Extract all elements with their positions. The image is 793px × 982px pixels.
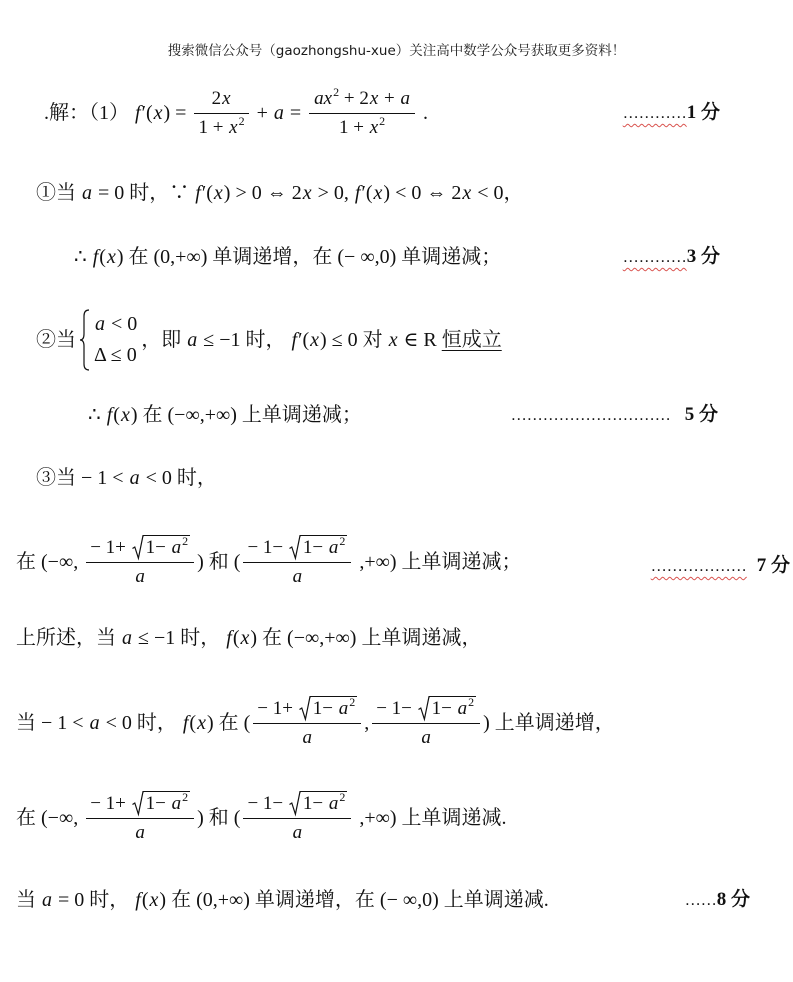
score-marker-7: [651, 551, 790, 581]
fraction-denominator: [372, 724, 480, 751]
text-run: ) 在 (: [206, 712, 251, 734]
fraction-numerator: [86, 535, 194, 563]
text-run: − 1−: [247, 792, 288, 814]
text-run: (: [113, 404, 120, 426]
math-variable: x: [369, 87, 379, 109]
math-variable: f: [182, 712, 189, 734]
text-run: 在 (−∞,: [16, 551, 84, 573]
score-dots: …………………………: [510, 407, 671, 424]
text-run: (: [189, 712, 197, 734]
case-row: [94, 309, 137, 340]
fraction-numerator: [243, 791, 351, 819]
fraction: [253, 696, 361, 751]
math-variable: a: [328, 792, 339, 814]
math-variable: f: [354, 182, 361, 204]
fraction-numerator: [243, 535, 351, 563]
math-variable: x: [302, 182, 312, 204]
fraction-denominator: [309, 114, 415, 141]
text-run: ,+∞) 上单调递减；: [354, 551, 522, 573]
math-variable: f: [135, 889, 141, 911]
math-variable: a: [421, 726, 431, 748]
score-dots: ………………: [650, 558, 747, 575]
text-run: − 1+: [257, 697, 298, 719]
fraction: [243, 791, 351, 846]
superscript: 2: [333, 84, 340, 99]
superscript: 2: [182, 533, 189, 548]
text-run: 2: [211, 87, 222, 109]
answer-line-2: [36, 176, 524, 210]
square-root: [299, 696, 357, 720]
score-dots: …………: [622, 105, 687, 122]
score-dots: ……: [684, 892, 717, 909]
text-run: ) > 0 ⇔ 2: [223, 182, 302, 204]
text-run: (: [141, 889, 149, 911]
math-variable: a: [89, 712, 100, 734]
math-variable: a: [328, 536, 339, 558]
radicand: [311, 696, 357, 720]
superscript: 2: [339, 789, 346, 804]
text-run: < 0: [106, 313, 138, 335]
math-variable: a: [187, 329, 198, 351]
math-variable: x: [229, 116, 238, 138]
score-points: 8 分: [716, 889, 750, 910]
math-variable: f: [291, 329, 298, 351]
left-brace-icon: [79, 309, 90, 371]
superscript: 2: [379, 113, 386, 128]
fraction: [86, 535, 194, 590]
math-variable: a: [95, 313, 105, 335]
text-run: − 1−: [376, 697, 417, 719]
fraction-numerator: [253, 696, 361, 724]
math-variable: x: [462, 182, 472, 204]
math-variable: x: [222, 87, 231, 109]
math-variable: x: [197, 712, 206, 734]
math-variable: ax: [314, 87, 333, 109]
fraction: [86, 791, 194, 846]
math-variable: x: [213, 182, 223, 204]
text-run: ) < 0 ⇔ 2: [383, 182, 462, 204]
math-variable: a: [292, 565, 303, 587]
square-root: [418, 696, 476, 720]
fraction-numerator: [86, 791, 194, 819]
answer-line-9: [16, 687, 615, 759]
answer-line-10: [16, 782, 507, 854]
square-root: [289, 791, 347, 815]
text-run: ∴: [74, 246, 92, 268]
fraction-numerator: [194, 86, 248, 114]
score-points: 5 分: [684, 404, 718, 425]
superscript: 2: [182, 789, 189, 804]
radicand: [301, 535, 347, 559]
piecewise-cases: [79, 309, 137, 371]
case-row: [94, 340, 137, 371]
fraction-denominator: [194, 114, 248, 141]
score-marker-1: [623, 98, 720, 128]
text-run: Δ ≤ 0: [94, 344, 137, 366]
text-run: 1−: [145, 536, 171, 558]
text-run: − 1+: [90, 536, 131, 558]
text-run: +: [251, 102, 273, 124]
math-variable: x: [106, 246, 116, 268]
answer-line-7: [16, 526, 522, 598]
square-root: [289, 535, 347, 559]
text-run: ) 在 (−∞,+∞) 上单调递减，: [250, 627, 482, 649]
text-run: < 0，: [472, 182, 524, 204]
math-variable: a: [400, 87, 410, 109]
text-run: ′(: [361, 182, 373, 204]
text-run: ) 和 (: [197, 551, 241, 573]
math-variable: f: [195, 182, 201, 204]
text-run: < 0 时，: [100, 712, 182, 734]
text-run: ) ≤ 0 对: [320, 329, 388, 351]
score-points: 7 分: [756, 555, 790, 576]
text-run: +: [379, 87, 400, 109]
math-variable: a: [129, 467, 140, 489]
fraction-numerator: [372, 696, 480, 724]
answer-line-3: [74, 240, 501, 274]
math-variable: x: [310, 329, 320, 351]
math-variable: x: [240, 627, 250, 649]
text-run: ) 在 (0,+∞) 单调递增，在 (− ∞,0) 上单调递减.: [159, 889, 549, 911]
square-root: [132, 791, 190, 815]
radical-sign-icon: [289, 535, 301, 559]
score-marker-8: [685, 885, 750, 915]
radicand: [430, 696, 476, 720]
math-variable: x: [120, 404, 130, 426]
text-run: 1 +: [198, 116, 229, 138]
text-run: ∴: [88, 404, 106, 426]
math-variable: x: [153, 102, 163, 124]
text-run: 当: [16, 889, 41, 911]
radicand: [144, 535, 190, 559]
math-variable: a: [171, 792, 182, 814]
fraction: [309, 86, 415, 141]
math-variable: a: [135, 565, 145, 587]
text-run: = 0 时，∵: [93, 182, 195, 204]
fraction-denominator: [243, 819, 351, 846]
text-run: 1−: [302, 536, 328, 558]
text-run: − 1+: [90, 792, 131, 814]
radical-sign-icon: [132, 791, 144, 815]
fraction: [372, 696, 480, 751]
text-run: 1 +: [339, 116, 369, 138]
text-run: 1−: [145, 792, 171, 814]
score-marker-3: [623, 242, 720, 272]
text-run: ③当 − 1 <: [36, 467, 129, 489]
fraction: [194, 86, 248, 141]
text-run: (: [232, 627, 240, 649]
text-run: 1−: [312, 697, 338, 719]
text-run: + 2: [339, 87, 369, 109]
text-run: ①当: [36, 182, 81, 204]
text-run: ) 和 (: [197, 807, 241, 829]
math-variable: a: [82, 182, 92, 204]
text-run: .解：（1）: [44, 102, 134, 124]
score-points: 3 分: [686, 246, 720, 267]
math-variable: x: [388, 329, 398, 351]
superscript: 2: [468, 694, 475, 709]
radical-sign-icon: [289, 791, 301, 815]
math-variable: a: [273, 102, 284, 124]
score-points: 1 分: [686, 102, 720, 123]
radical-sign-icon: [132, 535, 144, 559]
text-run: ′(: [201, 182, 213, 204]
score-marker-5: [511, 400, 718, 430]
math-variable: a: [122, 627, 132, 649]
text-run: 上所述，当: [16, 627, 121, 649]
text-run: ≤ −1 时，: [133, 627, 226, 649]
answer-line-4: [36, 308, 502, 372]
fraction-denominator: [243, 563, 351, 590]
text-run: =: [284, 102, 307, 124]
text-run: 1−: [302, 792, 328, 814]
fraction: [243, 535, 351, 590]
superscript: 2: [238, 113, 245, 128]
text-run: ) 上单调递增，: [483, 712, 615, 734]
fraction-numerator: [309, 86, 415, 114]
text-run: ′(: [141, 102, 153, 124]
text-run: 在 (−∞,: [16, 807, 84, 829]
math-variable: a: [292, 821, 303, 843]
math-variable: a: [302, 726, 312, 748]
math-variable: x: [149, 889, 159, 911]
math-variable: f: [92, 246, 99, 268]
text-run: ′(: [298, 329, 310, 351]
fraction-denominator: [253, 724, 361, 751]
answer-line-8: [16, 621, 481, 655]
math-variable: a: [42, 889, 52, 911]
text-run: < 0 时，: [140, 467, 217, 489]
text-run: 恒成立: [441, 329, 502, 351]
math-variable: f: [106, 404, 113, 426]
text-run: = 0 时，: [53, 889, 135, 911]
text-run: ,: [364, 712, 370, 734]
text-run: ) =: [163, 102, 192, 124]
text-run: > 0,: [312, 182, 354, 204]
math-variable: a: [338, 697, 349, 719]
text-run: ,+∞) 上单调递减.: [354, 807, 507, 829]
fraction-denominator: [86, 819, 194, 846]
answer-line-1: [44, 78, 428, 148]
math-variable: x: [373, 182, 383, 204]
score-dots: …………: [622, 249, 687, 266]
radical-sign-icon: [418, 696, 430, 720]
math-variable: a: [135, 821, 145, 843]
radicand: [301, 791, 347, 815]
superscript: 2: [349, 694, 356, 709]
math-variable: x: [369, 116, 379, 138]
promo-header: 搜索微信公众号（gaozhongshu-xue）关注高中数学公众号获取更多资料！: [167, 43, 626, 59]
answer-line-6: [36, 461, 217, 495]
superscript: 2: [339, 533, 346, 548]
text-run: ，即: [141, 329, 187, 351]
fraction-denominator: [86, 563, 194, 590]
text-run: .: [417, 102, 428, 124]
math-variable: f: [226, 627, 232, 649]
text-run: − 1−: [247, 536, 288, 558]
math-variable: f: [135, 102, 141, 124]
radical-sign-icon: [299, 696, 311, 720]
answer-line-11: [16, 883, 549, 917]
text-run: ∈ R: [398, 329, 442, 351]
square-root: [132, 535, 190, 559]
text-run: (: [99, 246, 106, 268]
text-run: ) 在 (0,+∞) 单调递增，在 (− ∞,0) 单调递减；: [116, 246, 502, 268]
case-rows: [94, 309, 137, 371]
math-variable: a: [457, 697, 468, 719]
math-variable: a: [171, 536, 182, 558]
answer-line-5: [88, 398, 362, 432]
text-run: ②当: [36, 329, 76, 351]
text-run: ≤ −1 时，: [198, 329, 291, 351]
text-run: ) 在 (−∞,+∞) 上单调递减；: [130, 404, 362, 426]
text-run: 当 − 1 <: [16, 712, 89, 734]
text-run: 1−: [431, 697, 457, 719]
radicand: [144, 791, 190, 815]
